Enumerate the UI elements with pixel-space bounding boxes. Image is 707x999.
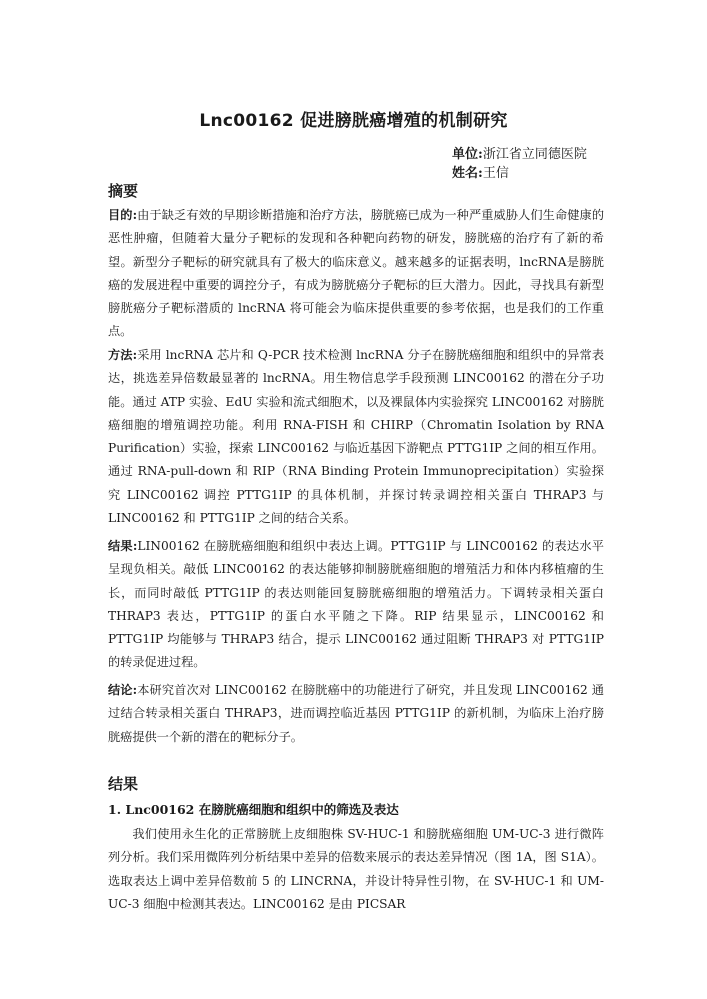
result-text: LIN00162 在膀胱癌细胞和组织中表达上调。PTTG1IP 与 LINC00162 的表达水平呈现负相关。敲低 LINC00162 的表达能够抑制膀胱癌细胞的增殖活力和体内移植瘤的生长，而同时敲低 PTTG1IP 的表达则能回复膀胱癌细胞的增殖活力。下调转录相关蛋白 THRAP3 表达，PTTG1IP 的蛋白水平随之下降。RIP 结果显示，LINC00162 和 PTTG1IP 均能够与 THRAP3 结合，提示 LINC00162 通过阻断 THRAP3 对 PTTG1IP 的转录促进过程。 bbox=[108, 539, 604, 670]
name-label: 姓名: bbox=[452, 166, 483, 181]
section-1-body: 我们使用永生化的正常膀胱上皮细胞株 SV-HUC-1 和膀胱癌细胞 UM-UC-3 进行微阵列分析。我们采用微阵列分析结果中差异的倍数来展示的表达差异情况（图 1A，图 S1A）。选取表达上调中差异倍数前 5 的 LINCRNA，并设计特异性引物，在 SV-HUC-1 和 UM-UC-3 细胞中检测其表达。LINC00162 是由 PICSAR bbox=[108, 827, 604, 911]
section-1-heading: 1. Lnc00162 在膀胱癌细胞和组织中的筛选及表达 bbox=[108, 802, 399, 817]
abstract-purpose bbox=[108, 204, 604, 344]
page-title: Lnc00162 促进膀胱癌增殖的机制研究 bbox=[199, 111, 508, 131]
abstract-method bbox=[108, 344, 604, 530]
author-name bbox=[452, 162, 509, 181]
unit-label: 单位: bbox=[452, 147, 483, 162]
abstract-heading: 摘要 bbox=[108, 182, 139, 200]
results-heading: 结果 bbox=[108, 775, 139, 793]
conclusion-label: 结论: bbox=[108, 683, 138, 697]
purpose-label: 目的: bbox=[108, 208, 138, 222]
abstract-conclusion bbox=[108, 679, 604, 749]
name-value: 王信 bbox=[482, 166, 509, 181]
unit-value: 浙江省立同德医院 bbox=[482, 147, 587, 162]
conclusion-text: 本研究首次对 LINC00162 在膀胱癌中的功能进行了研究，并且发现 LINC00162 通过结合转录相关蛋白 THRAP3，进而调控临近基因 PTTG1IP 的新机制，为临床上治疗膀胱癌提供一个新的潜在的靶标分子。 bbox=[108, 683, 604, 744]
purpose-text: 由于缺乏有效的早期诊断措施和治疗方法，膀胱癌已成为一种严重威胁人们生命健康的恶性肿瘤，但随着大量分子靶标的发现和各种靶向药物的研发，膀胱癌的治疗有了新的希望。新型分子靶标的研究就具有了极大的临床意义。越来越多的证据表明，lncRNA是膀胱癌的发展进程中重要的调控分子，有成为膀胱癌分子靶标的巨大潜力。因此，寻找具有新型膀胱癌分子靶标潜质的 lncRNA 将可能会为临床提供重要的参考依据，也是我们的工作重点。 bbox=[108, 208, 605, 339]
method-label: 方法: bbox=[108, 348, 138, 362]
abstract-result bbox=[108, 535, 604, 675]
method-text: 采用 lncRNA 芯片和 Q-PCR 技术检测 lncRNA 分子在膀胱癌细胞和组织中的异常表达，挑选差异倍数最显著的 lncRNA。用生物信息学手段预测 LINC00162 的潜在分子功能。通过 ATP 实验、EdU 实验和流式细胞术，以及裸鼠体内实验探究 LINC00162 对膀胱癌细胞的增殖调控功能。利用 RNA-FISH 和 CHIRP（Chromatin Isolation by RNA Purification）实验，探索 LINC00162 与临近基因下游靶点 PTTG1IP 之间的相互作用。通过 RNA-pull-down 和 RIP（RNA Binding Protein Immunoprecipitation）实验探究 LINC00162 调控 PTTG1IP 的具体机制，并探讨转录调控相关蛋白 THRAP3 与 LINC00162 和 PTTG1IP 之间的结合关系。 bbox=[108, 348, 605, 526]
author-unit bbox=[452, 143, 587, 162]
result-label: 结果: bbox=[108, 539, 138, 553]
